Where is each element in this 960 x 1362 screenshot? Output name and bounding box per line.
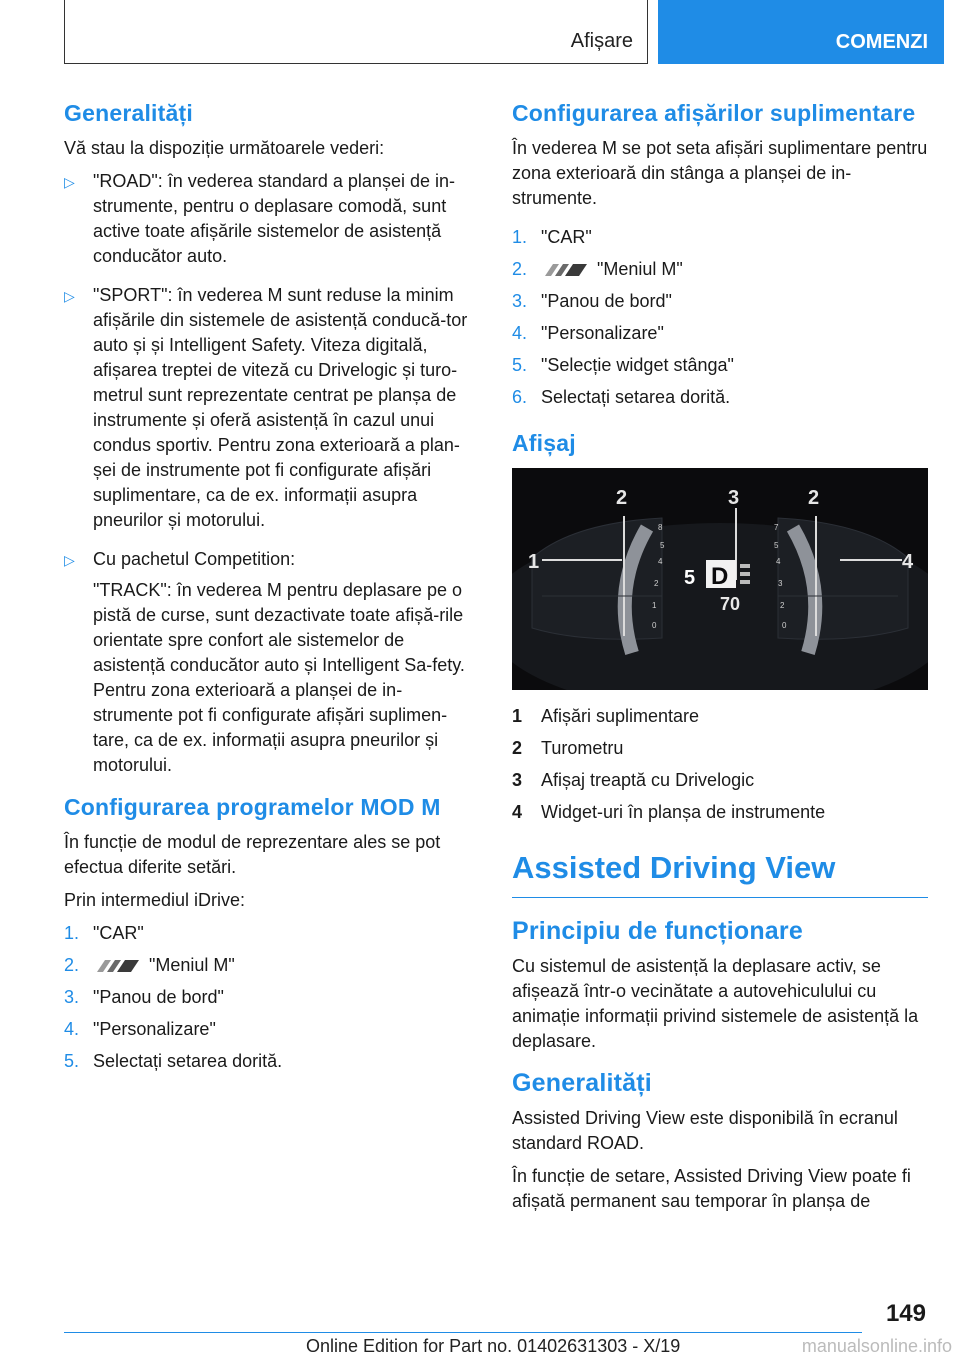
- header-tab[interactable]: [658, 0, 944, 64]
- svg-text:2: 2: [654, 579, 659, 588]
- figure-legend: [512, 704, 928, 825]
- heading-generalities: Generalități: [64, 100, 193, 126]
- step-item: 6. Selectați setarea dorită.: [512, 387, 731, 407]
- availability-text: Assisted Driving View este disponibilă în ecranul standard ROAD.: [512, 1108, 898, 1153]
- callout-2b: 2: [808, 487, 820, 509]
- instrument-cluster-figure: [512, 468, 928, 690]
- svg-text:2: 2: [780, 601, 785, 610]
- step-item: 2. "Meniul M": [512, 259, 683, 279]
- page-number: 149: [885, 1300, 926, 1327]
- watermark: manualsonline.info: [801, 1336, 952, 1356]
- svg-text:0: 0: [782, 621, 787, 630]
- m-menu-icon: [93, 958, 141, 974]
- left-column: [64, 98, 480, 1088]
- heading-display: Afișaj: [512, 430, 576, 456]
- svg-text:4: 4: [658, 557, 663, 566]
- heading-operating-principle: Principiu de funcționare: [512, 917, 803, 945]
- idrive-text: Prin intermediul iDrive:: [64, 890, 246, 910]
- footer-divider: [64, 1332, 862, 1333]
- legend-item: 4 Widget-uri în planșa de instrumente: [512, 802, 826, 822]
- list-item: ▷ Cu pachetul Competition: "TRACK": în vederea M pentru deplasare pe o pistă de curse, sunt dezactivate toate afișă-rile orientate spre confort ale sistemelor de asistență conducător auto și Intelligent Sa-fety. Pentru zona exterioară a planșei de in-strumente pot fi configurate afișări suplimen-tare, ca de ex. informații asupra pneurilor și motorului.: [64, 547, 480, 778]
- legend-item: 1 Afișări suplimentare: [512, 706, 700, 726]
- legend-item: 2 Turometru: [512, 738, 624, 758]
- step-item: 1. "CAR": [512, 227, 592, 247]
- step-item: 4. "Personalizare": [64, 1019, 216, 1039]
- speed-readout: 70: [720, 594, 741, 614]
- mode-text: În funcție de modul de reprezentare ales se pot efectua diferite setări.: [64, 832, 441, 877]
- views-list: [64, 169, 480, 778]
- triangle-bullet-icon: ▷: [64, 288, 75, 304]
- callout-2a: 2: [616, 487, 628, 509]
- svg-text:7: 7: [774, 523, 779, 532]
- idrive-steps-left: [64, 921, 480, 1074]
- step-item: 3. "Panou de bord": [512, 291, 672, 311]
- step-item: 1. "CAR": [64, 923, 144, 943]
- header-section-box: [64, 0, 648, 64]
- svg-text:5: 5: [660, 541, 665, 550]
- step-item: 2. "Meniul M": [64, 955, 235, 975]
- heading-additional-displays: Configurarea afișărilor suplimentare: [512, 100, 916, 126]
- principle-text: Cu sistemul de asistență la deplasare activ, se afișează într-o vecinătate a autovehiculului cu animație informații privind sistemele de asistență la deplasare.: [512, 956, 919, 1051]
- callout-1: 1: [528, 551, 540, 573]
- svg-text:3: 3: [778, 579, 783, 588]
- step-item: 5. Selectați setarea dorită.: [64, 1051, 283, 1071]
- m-menu-icon: [541, 262, 589, 278]
- svg-text:4: 4: [776, 557, 781, 566]
- list-item: ▷ "ROAD": în vederea standard a planșei de in-strumente, pentru o deplasare comodă, sunt active toate afișările sistemelor de asistență conducător auto.: [64, 171, 455, 266]
- edition-text: Online Edition for Part no. 01402631303 - X/19: [306, 1336, 681, 1356]
- callout-3: 3: [728, 487, 740, 509]
- svg-text:1: 1: [652, 601, 657, 610]
- header-section-label: Afișare: [570, 30, 633, 52]
- intro-text: Vă stau la dispoziție următoarele vederi:: [64, 138, 385, 158]
- additional-displays-text: În vederea M se pot seta afișări suplimentare pentru zona exterioară din stânga a planșei de in-strumente.: [512, 138, 928, 208]
- legend-item: 3 Afișaj treaptă cu Drivelogic: [512, 770, 755, 790]
- right-column: [512, 98, 928, 1222]
- step-item: 4. "Personalizare": [512, 323, 664, 343]
- gear-main: D: [711, 563, 729, 590]
- list-item: ▷ "SPORT": în vederea M sunt reduse la minim afișările din sistemele de asistență conducă-tor auto și și Intelligent Safety. Viteza digitală, afișarea treptei de viteză cu Drivelogic și turo-metrul sunt reprezentate centrat pe planșa de instrumente și oferă asistență în cazul unui condus sportiv. Pentru zona exterioară a plan-șei de instrumente pot fi configurate afișări suplimentare, ca de ex. informații asupra pneurilor și motorului.: [64, 285, 468, 530]
- heading-generalities-2: Generalități: [512, 1069, 652, 1097]
- callout-4: 4: [902, 551, 914, 573]
- step-item: 3. "Panou de bord": [64, 987, 224, 1007]
- svg-text:5: 5: [774, 541, 779, 550]
- svg-text:8: 8: [658, 523, 663, 532]
- heading-configure-mod-m: Configurarea programelor MOD M: [64, 794, 441, 820]
- idrive-steps-right: [512, 225, 928, 410]
- step-item: 5. "Selecție widget stânga": [512, 355, 734, 375]
- title-assisted-driving-view: Assisted Driving View: [512, 849, 928, 898]
- track-description: "TRACK": în vederea M pentru deplasare pe o pistă de curse, sunt dezactivate toate afișă-rile orientate spre confort ale sistemelor de asistență conducător auto și Intelligent Sa-fety. Pentru zona exterioară a planșei de in-strumente pot fi configurate afișări suplimen-tare, ca de ex. informații asupra pneurilor și motorului.: [93, 580, 465, 775]
- header-tab-label: COMENZI: [835, 31, 928, 53]
- setting-text: În funcție de setare, Assisted Driving View poate fi afișată permanent sau temporar în planșa de: [512, 1166, 911, 1211]
- triangle-bullet-icon: ▷: [64, 174, 75, 190]
- gear-small: 5: [684, 567, 696, 589]
- triangle-bullet-icon: ▷: [64, 552, 75, 568]
- svg-text:0: 0: [652, 621, 657, 630]
